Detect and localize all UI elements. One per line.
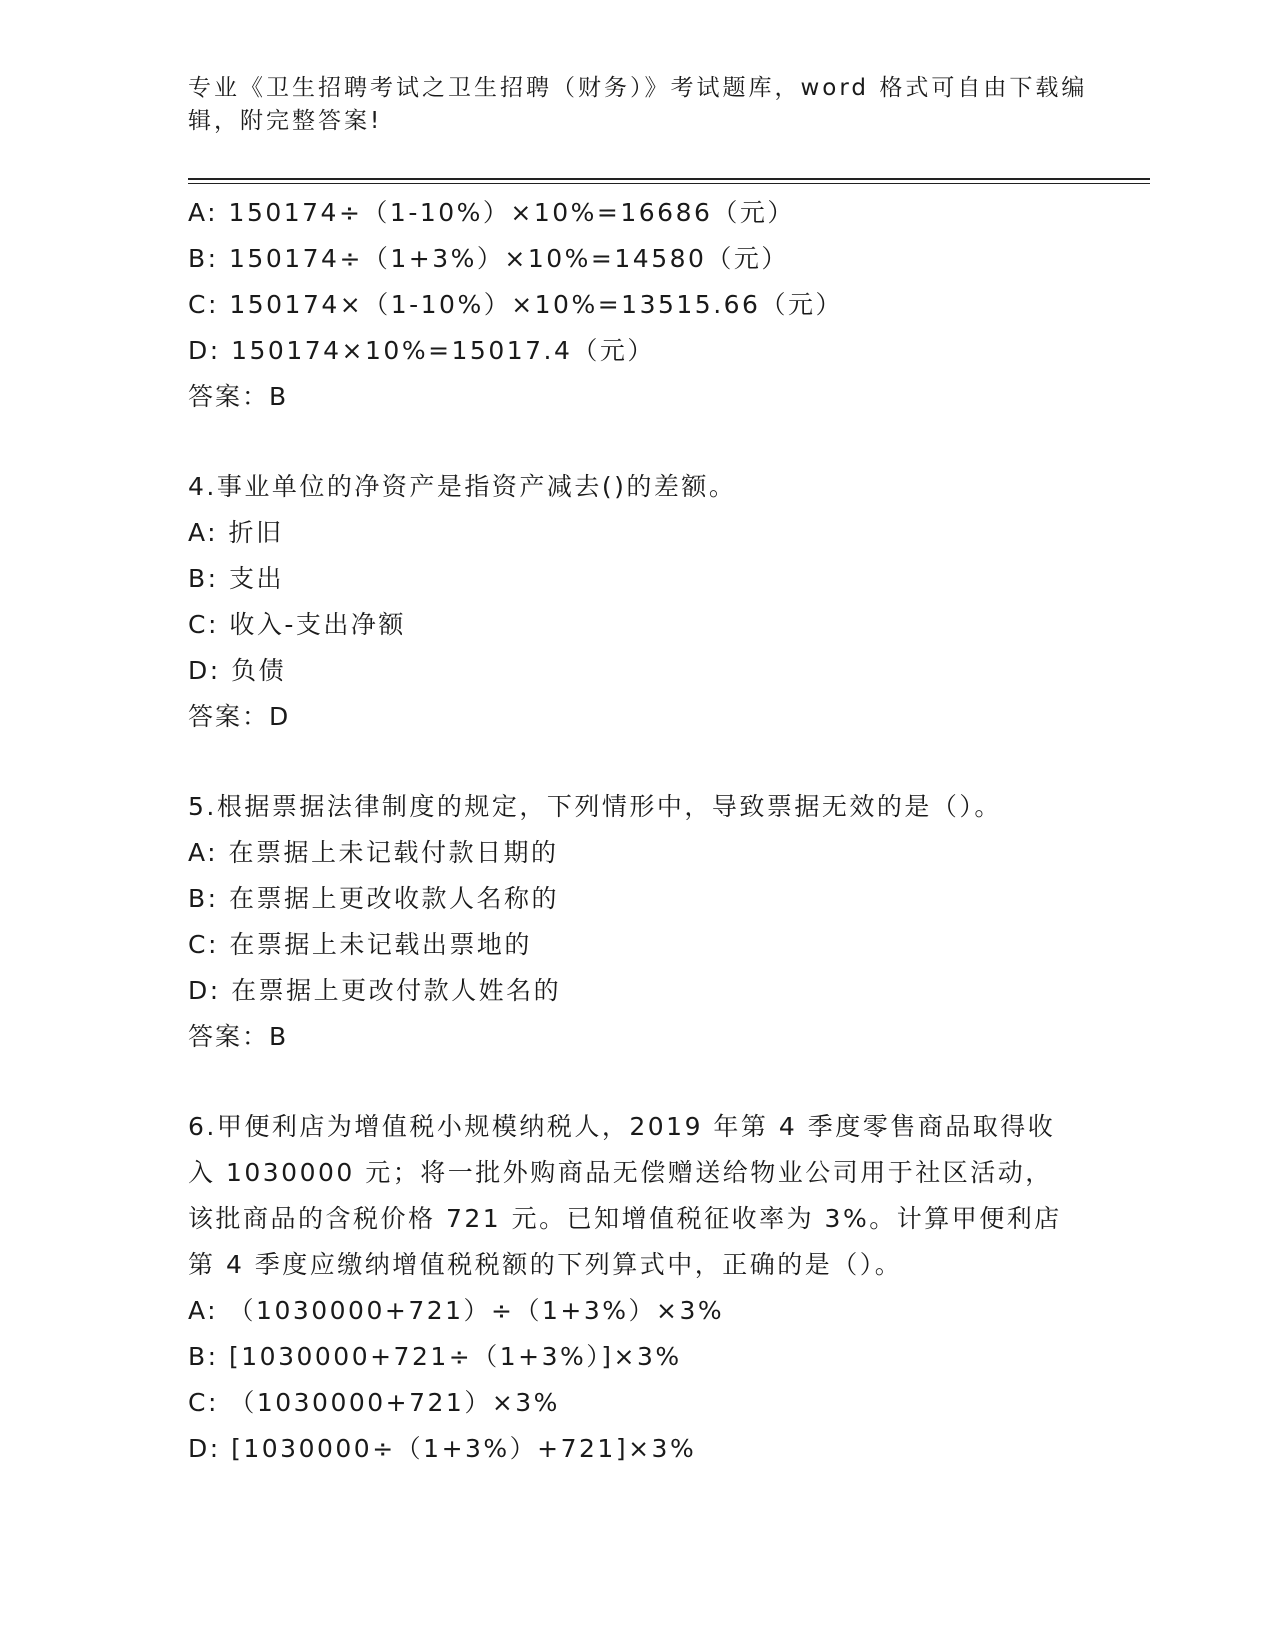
question-list: [188, 190, 1088, 1472]
option-a: A: 折旧: [188, 518, 284, 547]
option-b: B: 150174÷（1+3%）×10%=14580（元）: [188, 244, 789, 273]
option-b: B: 支出: [188, 564, 285, 593]
answer: 答案：D: [188, 702, 291, 731]
header-divider-thin: [188, 183, 1150, 184]
option-a: A: （1030000+721）÷（1+3%）×3%: [188, 1296, 725, 1325]
question-4: [188, 464, 1088, 740]
spacer: [188, 1060, 1088, 1104]
answer: 答案：B: [188, 382, 289, 411]
header-divider: [188, 178, 1150, 180]
document-header: 专业《卫生招聘考试之卫生招聘（财务）》考试题库，word 格式可自由下载编辑，附完整答案!: [188, 75, 1088, 134]
question-stem: 4.事业单位的净资产是指资产减去()的差额。: [188, 472, 737, 501]
question-stem: 6.甲便利店为增值税小规模纳税人，2019 年第 4 季度零售商品取得收入 1030000 元；将一批外购商品无偿赠送给物业公司用于社区活动，该批商品的含税价格 721 元。已知增值税征收率为 3%。计算甲便利店第 4 季度应缴纳增值税税额的下列算式中，正确的是（）。: [188, 1112, 1062, 1279]
option-b: B: [1030000+721÷（1+3%）]×3%: [188, 1342, 682, 1371]
spacer: [188, 740, 1088, 784]
option-c: C: 在票据上未记载出票地的: [188, 930, 532, 959]
option-c: C: 150174×（1-10%）×10%=13515.66（元）: [188, 290, 843, 319]
option-d: D: 150174×10%=15017.4（元）: [188, 336, 655, 365]
question-stem: 5.根据票据法律制度的规定，下列情形中，导致票据无效的是（）。: [188, 792, 1002, 821]
option-d: D: 负债: [188, 656, 287, 685]
option-b: B: 在票据上更改收款人名称的: [188, 884, 560, 913]
option-d: D: [1030000÷（1+3%）+721]×3%: [188, 1434, 697, 1463]
question-5: [188, 784, 1088, 1060]
option-c: C: 收入-支出净额: [188, 610, 406, 639]
option-d: D: 在票据上更改付款人姓名的: [188, 976, 562, 1005]
spacer: [188, 420, 1088, 464]
question-3: [188, 190, 1088, 420]
answer: 答案：B: [188, 1022, 289, 1051]
option-c: C: （1030000+721）×3%: [188, 1388, 560, 1417]
option-a: A: 在票据上未记载付款日期的: [188, 838, 559, 867]
option-a: A: 150174÷（1-10%）×10%=16686（元）: [188, 198, 795, 227]
question-6: [188, 1104, 1088, 1472]
